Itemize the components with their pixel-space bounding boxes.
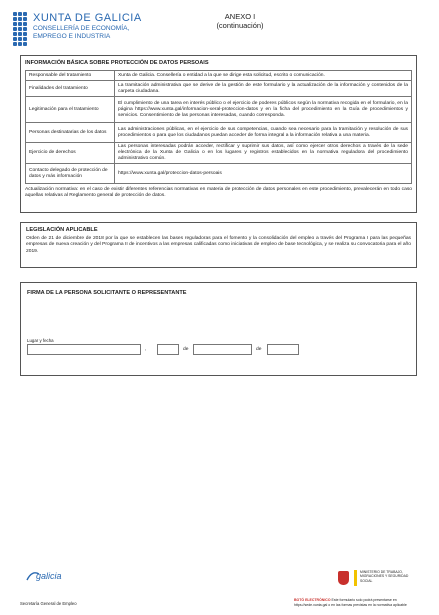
day-field[interactable] (157, 344, 179, 355)
place-field[interactable] (27, 344, 141, 355)
table-row (26, 71, 412, 81)
ministry-flag-bar (354, 570, 357, 586)
data-protection-table (25, 70, 412, 184)
row-value: Xunta de Galicia. Consellería o entidad a la que se dirige esta solicitud, escrito o comunicación. (115, 71, 412, 81)
data-protection-title: INFORMACIÓN BÁSICA SOBRE PROTECCIÓN DE DATOS PERSOAIS (25, 60, 209, 66)
department-line-2: EMPREGO E INDUSTRIA (33, 33, 111, 40)
place-date-label: Lugar y fecha (27, 338, 54, 343)
month-field[interactable] (193, 344, 252, 355)
row-value: La tramitación administrativa que se derive de la gestión de este formulario y la actualización de la información y contenidos de la carpeta ciudadana. (115, 81, 412, 97)
annex-subtitle: (continuación) (216, 21, 264, 30)
de-separator-1: de (183, 347, 189, 352)
year-field[interactable] (267, 344, 299, 355)
legislation-text: Orden de 21 de diciembre de 2018 por la que se establecen las bases reguladoras para el fomento y la consolidación del empleo a través del Programa I para las pequeñas empresas de nueva creación y del Programa II de incentivos a las empresas calificadas como iniciativas de empleo de base tecnológica, y se realiza su convocatoria para el año 2019. (26, 236, 411, 254)
row-value: El cumplimiento de una tarea en interés público o el ejercicio de poderes públicos según la normativa recogida en el formulario, en la página https://www.xunta.gal/informacion-xeral-proteccion-datos y en la ficha del procedimiento en la Guía de procedimientos y servicios. Consentimiento de las personas interesadas, cuando corresponda. (115, 97, 412, 123)
brand-name: XUNTA DE GALICIA (33, 12, 142, 24)
galicia-logo-text: galicia (36, 571, 62, 581)
data-protection-section (20, 55, 417, 213)
ministry-name: MINISTERIO DE TRABAJO, MIGRACIONES Y SEGURIDAD SOCIAL (360, 570, 409, 583)
row-value: Las administraciones públicas, en el ejercicio de sus competencias, cuando sea necesario para la tramitación y resolución de sus procedimientos o para que los ciudadanos puedan acceder de forma integral a la información relativa a una materia. (115, 123, 412, 143)
normative-update-note: Actualización normativa: en el caso de existir diferentes referencias normativas en materia de protección de datos personales en este procedimiento, prevalecerán en todo caso aquellas relativas al Reglamento general de protección de datos. (25, 187, 412, 199)
table-row (26, 81, 412, 97)
de-separator-2: de (256, 347, 262, 352)
table-row (26, 123, 412, 143)
row-label: Contacto delegado de protección de datos y más información (26, 164, 115, 184)
table-row (26, 143, 412, 164)
signature-section (20, 282, 417, 376)
table-row (26, 164, 412, 184)
secretaria-label: Secretaría General de Empleo (20, 601, 77, 606)
electronic-notice-title: BOTÓ ELECTRÓNICO (294, 598, 331, 602)
row-label: Personas destinatarias de los datos (26, 123, 115, 143)
row-label: Ejercicio de derechos (26, 143, 115, 164)
row-value: Las personas interesadas podrán acceder, rectificar y suprimir sus datos, así como ejercer otros derechos a través de la sede electrónica de la Xunta de Galicia o en los lugares y registros establecidos en la normativa reguladora del procedimiento administrativo común. (115, 143, 412, 164)
row-value[interactable]: https://www.xunta.gal/proteccion-datos-persoais (115, 164, 412, 184)
signature-title: FIRMA DE LA PERSONA SOLICITANTE O REPRESENTANTE (27, 290, 187, 296)
row-label: Responsable del tratamiento (26, 71, 115, 81)
legislation-section (20, 222, 417, 268)
department-line-1: CONSELLERÍA DE ECONOMÍA, (33, 25, 130, 32)
table-row (26, 97, 412, 123)
spain-coat-of-arms-icon (338, 571, 349, 585)
electronic-notice (294, 598, 430, 607)
spain-ministry-logo (338, 569, 418, 587)
electronic-notice-line-2: https://sede.xunta.gal o en las formas previstas en la normativa aplicable (294, 602, 407, 607)
row-label: Finalidades del tratamiento (26, 81, 115, 97)
electronic-notice-line-1: Este formulario solo podrá presentarse en (331, 598, 397, 602)
annex-heading (200, 12, 280, 30)
row-label: Legitimación para el tratamiento (26, 97, 115, 123)
xunta-logo-icon (13, 12, 28, 50)
legislation-title: LEGISLACIÓN APLICABLE (26, 227, 98, 233)
comma-separator: , (145, 347, 147, 352)
annex-title: ANEXO I (224, 12, 256, 21)
department-name (33, 25, 143, 41)
